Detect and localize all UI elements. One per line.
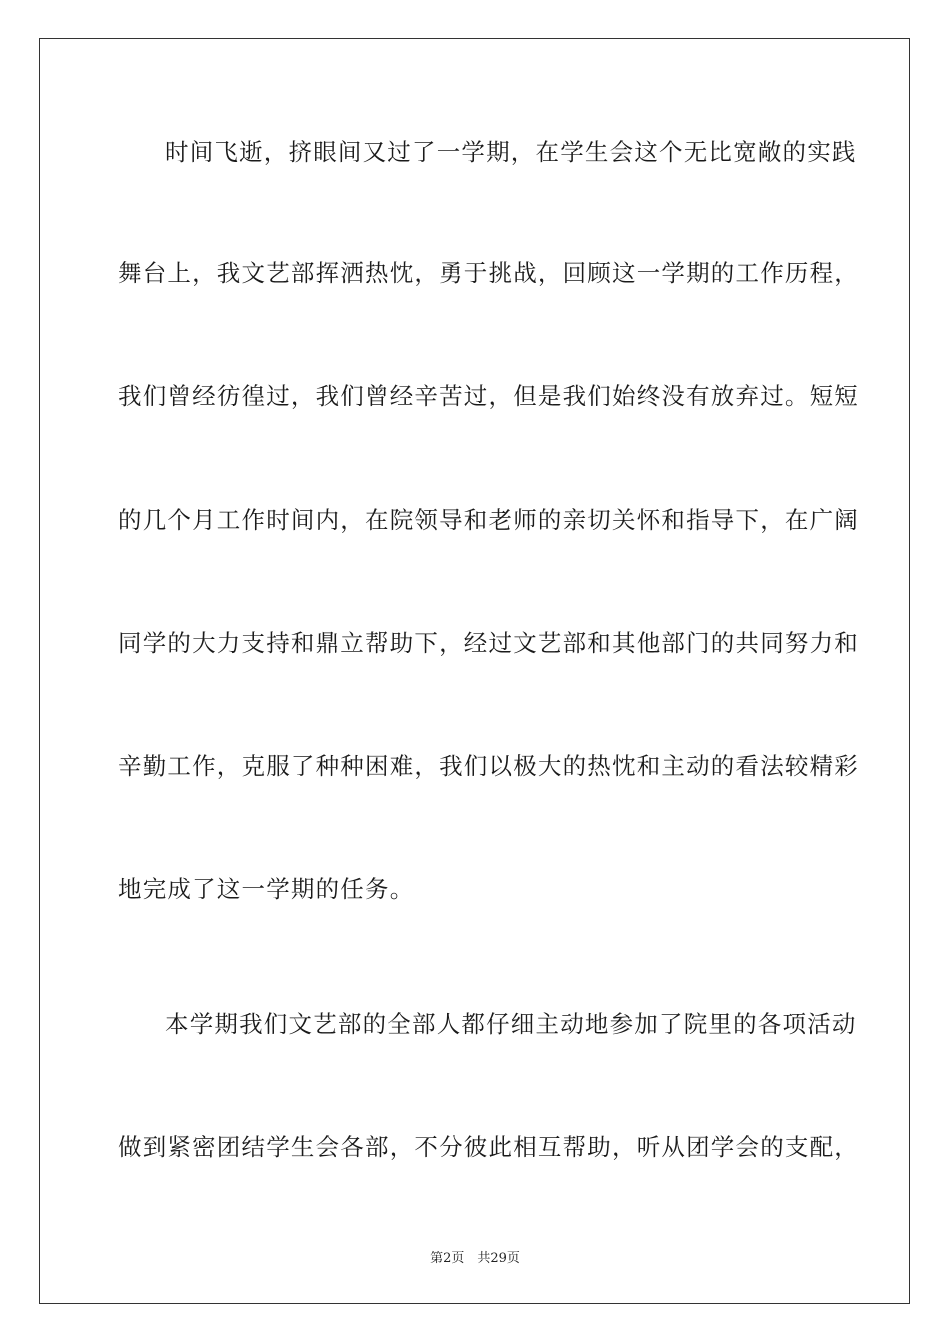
page-number-footer: 第2页 共29页 bbox=[430, 1251, 520, 1266]
paragraph-1-line-1: 时间飞逝，挤眼间又过了一学期，在学生会这个无比宽敞的实践 bbox=[165, 138, 857, 166]
page-border bbox=[39, 38, 910, 1304]
paragraph-2-line-2: 做到紧密团结学生会各部，不分彼此相互帮助，听从团学会的支配， bbox=[118, 1133, 859, 1161]
paragraph-1-line-4: 的几个月工作时间内，在院领导和老师的亲切关怀和指导下，在广阔 bbox=[118, 506, 859, 534]
paragraph-1-line-3: 我们曾经彷徨过，我们曾经辛苦过，但是我们始终没有放弃过。短短 bbox=[118, 382, 859, 410]
paragraph-2-line-1: 本学期我们文艺部的全部人都仔细主动地参加了院里的各项活动 bbox=[165, 1010, 857, 1038]
paragraph-1-line-6: 辛勤工作，克服了种种困难，我们以极大的热忱和主动的看法较精彩 bbox=[118, 752, 859, 780]
paragraph-1-line-5: 同学的大力支持和鼎立帮助下，经过文艺部和其他部门的共同努力和 bbox=[118, 629, 859, 657]
paragraph-1-line-2: 舞台上，我文艺部挥洒热忱，勇于挑战，回顾这一学期的工作历程， bbox=[118, 259, 859, 287]
paragraph-1-line-7: 地完成了这一学期的任务。 bbox=[118, 875, 415, 903]
